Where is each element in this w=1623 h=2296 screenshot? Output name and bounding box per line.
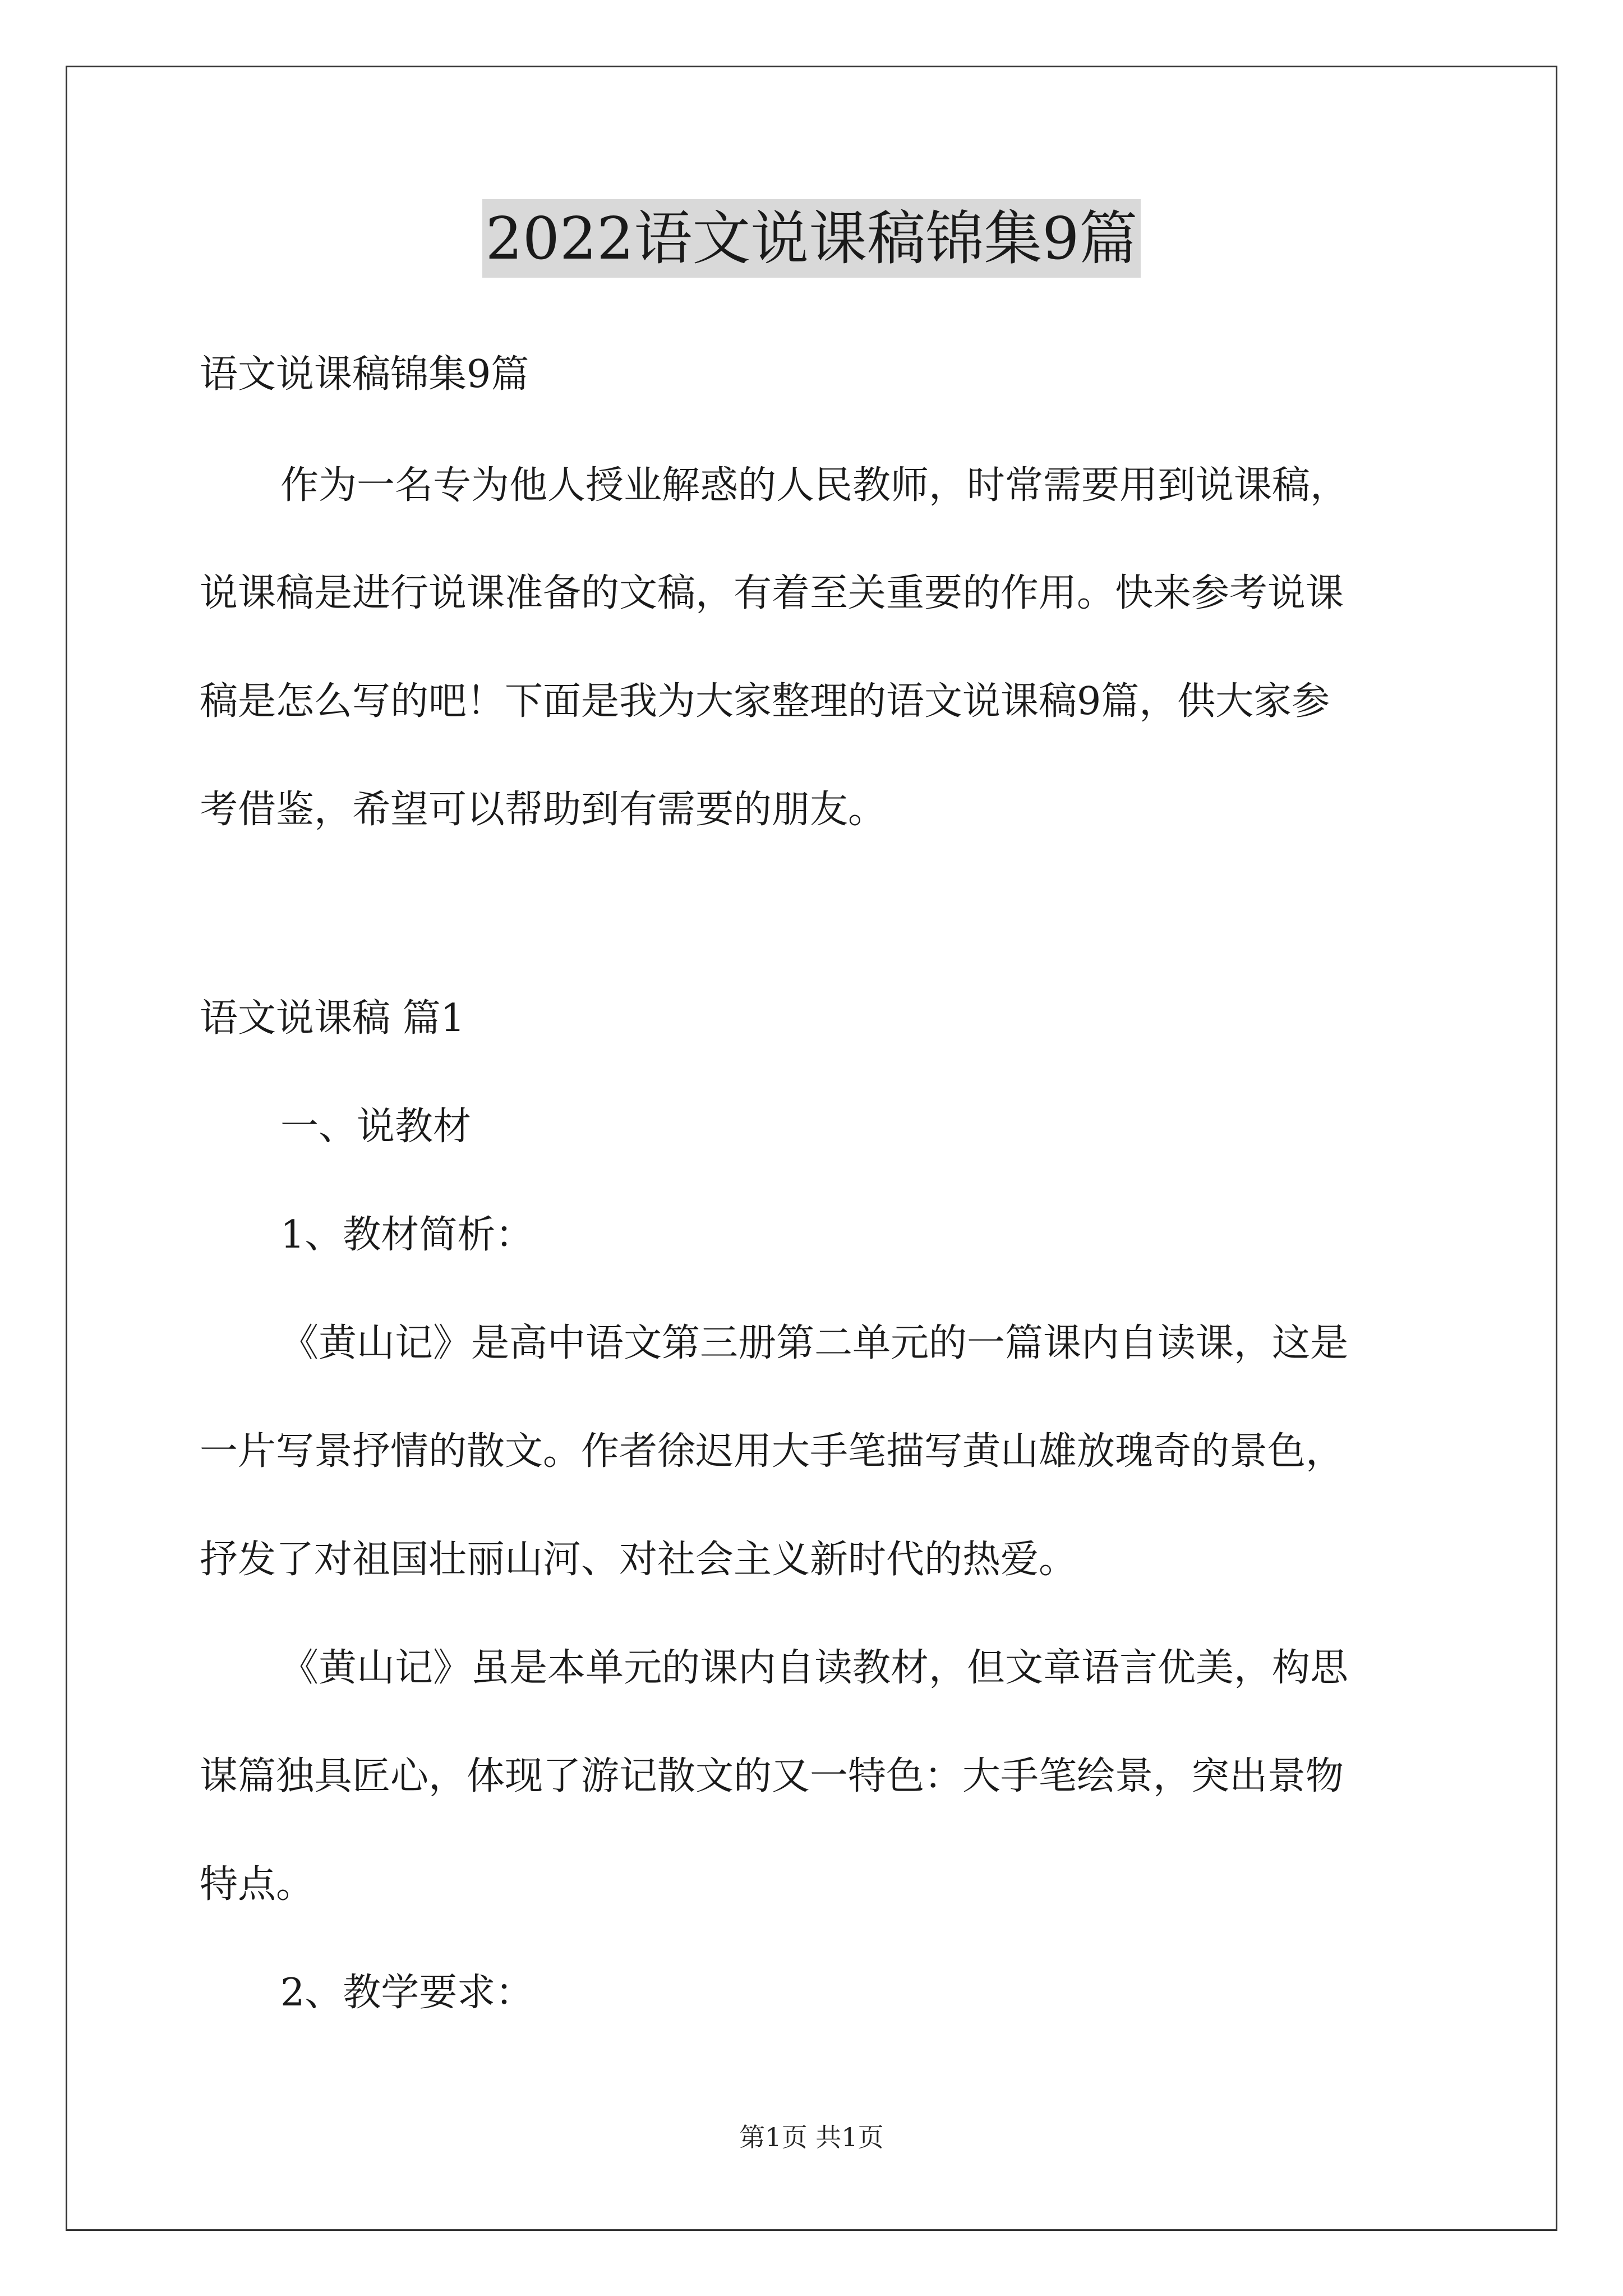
paragraph-line: 《黄山记》虽是本单元的课内自读教材，但文章语言优美，构思	[280, 1646, 1349, 1690]
document-title: 2022语文说课稿锦集9篇	[482, 199, 1141, 278]
heading-shuo-jiaocai: 一、说教材	[280, 1105, 472, 1149]
paragraph-line: 特点。	[200, 1862, 315, 1907]
paragraph-line: 谋篇独具匠心，体现了游记散文的又一特色：大手笔绘景，突出景物	[200, 1754, 1344, 1798]
title-wrap	[0, 199, 1623, 278]
page-footer: 第1页 共1页	[739, 2122, 884, 2152]
paragraph-line: 作为一名专为他人授业解惑的人民教师，时常需要用到说课稿，	[280, 463, 1349, 508]
paragraph-line: 《黄山记》是高中语文第三册第二单元的一篇课内自读课，这是	[280, 1321, 1349, 1365]
paragraph-line: 一片写景抒情的散文。作者徐迟用大手笔描写黄山雄放瑰奇的景色，	[200, 1429, 1344, 1474]
subtitle: 语文说课稿锦集9篇	[200, 352, 529, 397]
paragraph-line: 说课稿是进行说课准备的文稿，有着至关重要的作用。快来参考说课	[200, 571, 1344, 615]
paragraph-line: 考借鉴，希望可以帮助到有需要的朋友。	[200, 788, 887, 832]
section-heading: 语文说课稿 篇1	[200, 996, 465, 1041]
heading-jiaocai-jianxi: 1、教材简析：	[280, 1213, 534, 1257]
heading-jiaoxue-yaoqiu: 2、教学要求：	[280, 1971, 534, 2015]
paragraph-line: 稿是怎么写的吧！下面是我为大家整理的语文说课稿9篇，供大家参	[200, 679, 1330, 724]
paragraph-line: 抒发了对祖国壮丽山河、对社会主义新时代的热爱。	[200, 1538, 1077, 1582]
